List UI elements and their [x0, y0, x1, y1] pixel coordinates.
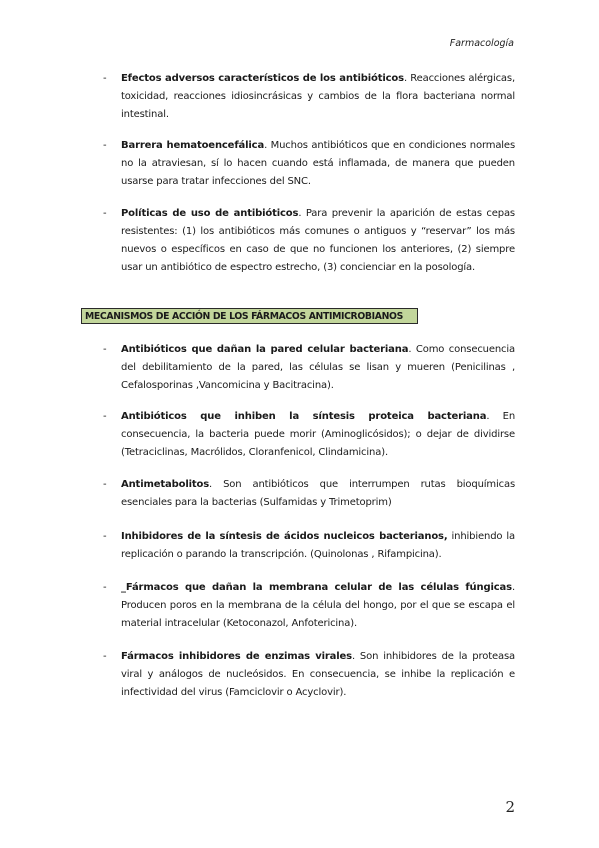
list-bullet: - [103, 140, 107, 151]
list-bullet: - [103, 651, 107, 662]
list-bullet: - [103, 582, 107, 593]
item-title: Fármacos inhibidores de enzimas virales [121, 651, 352, 662]
item-title: Inhibidores de la síntesis de ácidos nucleicos bacterianos, [121, 531, 448, 542]
page-number: 2 [505, 798, 515, 816]
list-bullet: - [103, 344, 107, 355]
list-bullet: - [103, 531, 107, 542]
item-title: Antibióticos que inhiben la síntesis proteica bacteriana [121, 411, 487, 422]
item-title: Antibióticos que dañan la pared celular bacteriana [121, 344, 409, 355]
item-title: Barrera hematoencefálica [121, 140, 265, 151]
item-title: _Fármacos que dañan la membrana celular de las células fúngicas [121, 582, 512, 593]
item-text: . Como consecuencia del debilitamiento de la pared, las células se lisan y mueren (Penicilinas , Cefalosporinas ,Vancomicina y Bacitracina). [121, 344, 515, 391]
item-text: . Son antibióticos que interrumpen rutas bioquímicas esenciales para la bacterias (Sulfamidas y Trimetoprim) [121, 479, 515, 508]
item-title: Políticas de uso de antibióticos [121, 208, 299, 219]
item-title: Efectos adversos característicos de los antibióticos [121, 73, 404, 84]
list-bullet: - [103, 479, 107, 490]
item-text: . Muchos antibióticos que en condiciones normales no la atraviesan, sí lo hacen cuando está inflamada, de manera que pueden usarse para tratar infecciones del SNC. [121, 140, 515, 187]
item-text: . Para prevenir la aparición de estas cepas resistentes: (1) los antibióticos más comunes o antiguos y “reservar” los más nuevos o específicos en caso de que no funcionen los anteriores, (2) siempre usar un antibiótico de espectro estrecho, (3) concienciar en la posología. [121, 208, 515, 273]
list-bullet: - [103, 411, 107, 422]
item-text: . En consecuencia, la bacteria puede morir (Aminoglicósidos); o dejar de dividirse (Tetraciclinas, Macrólidos, Cloranfenicol, Clindamicina). [121, 411, 516, 458]
item-text: . Son inhibidores de la proteasa viral y análogos de nucleósidos. En consecuencia, se inhibe la replicación e infectividad del virus (Famciclovir o Acyclovir). [121, 651, 515, 698]
item-text: . Reacciones alérgicas, toxicidad, reacciones idiosincrásicas y cambios de la flora bacteriana normal intestinal. [121, 73, 516, 120]
list-bullet: - [103, 73, 107, 84]
running-header: Farmacología [449, 38, 514, 49]
section-heading: MECANISMOS DE ACCIÓN DE LOS FÁRMACOS ANTIMICROBIANOS [81, 308, 418, 324]
item-text: . Producen poros en la membrana de la célula del hongo, por el que se escapa el material intracelular (Ketoconazol, Anfotericina). [121, 582, 515, 629]
item-text: inhibiendo la replicación o parando la transcripción. (Quinolonas , Rifampicina). [121, 531, 515, 560]
item-title: Antimetabolitos [121, 479, 210, 490]
list-bullet: - [103, 208, 107, 219]
